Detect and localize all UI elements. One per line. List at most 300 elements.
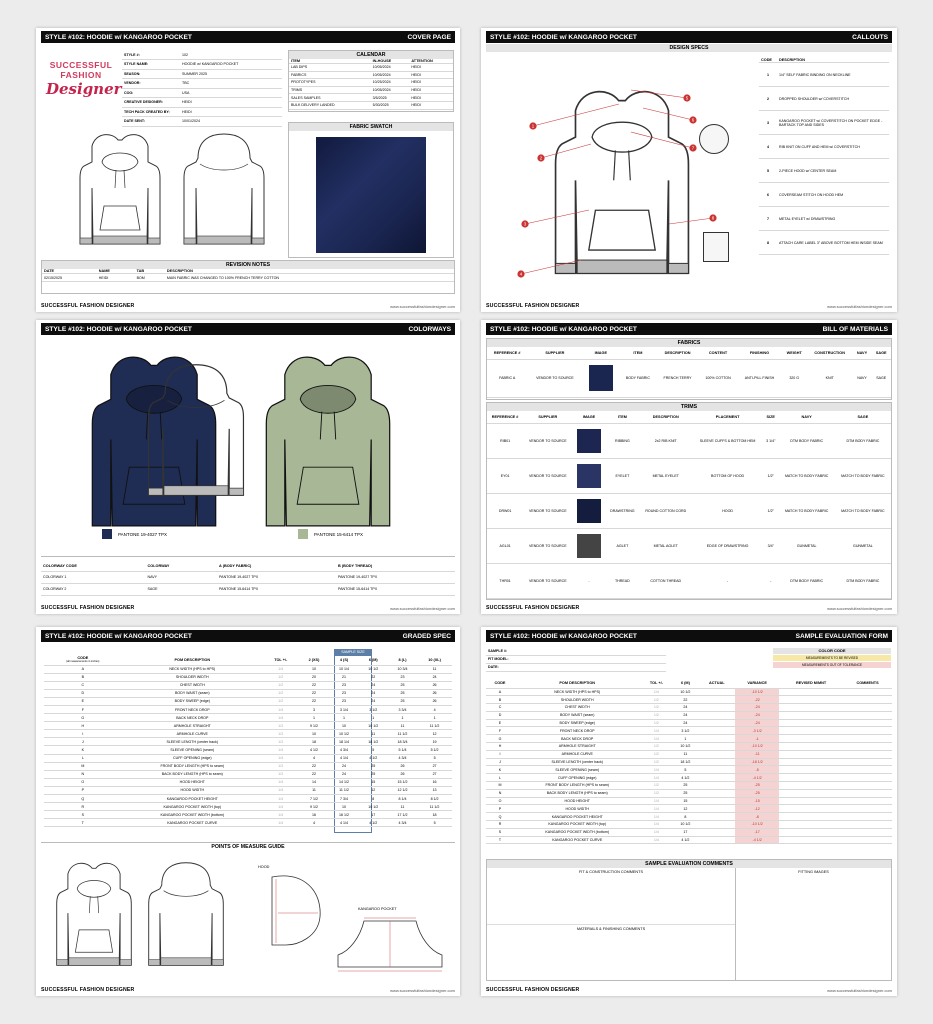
actual-input <box>698 789 735 797</box>
trim-image <box>572 528 605 563</box>
table-cell: 11 <box>672 750 698 758</box>
table-cell: -24 <box>735 719 779 727</box>
table-cell: KANGAROO POCKET w/ COVERSTITCH ON POCKET EDGE - BARTACK TOP AND SIDES <box>777 111 889 135</box>
table-cell: VENDOR TO SOURCE <box>527 359 582 397</box>
code-subtitle: (all measurements in inches) <box>66 660 100 664</box>
table-cell: 9 1/2 <box>299 803 330 811</box>
table-cell: HEIDI <box>409 64 453 72</box>
table-cell: FRONT NECK DROP <box>514 727 640 735</box>
column-header: POM DESCRIPTION <box>514 679 640 688</box>
trim-thumb <box>577 429 601 453</box>
column-header: DESCRIPTION <box>777 58 889 63</box>
table-cell: 1/4 <box>640 813 672 821</box>
column-header: IMAGE <box>572 411 605 423</box>
table-cell: 25 <box>672 782 698 790</box>
column-header: CONTENT <box>699 347 738 359</box>
column-header: DESCRIPTION <box>165 269 454 274</box>
page-header: STYLE #102: HOODIE w/ KANGAROO POCKET BILL OF MATERIALS <box>486 323 892 335</box>
table-cell: 4 1/4 <box>329 754 358 762</box>
table-cell: 22 <box>299 689 330 697</box>
table-cell: KANGAROO POCKET CURVE <box>122 819 263 827</box>
table-cell: HEIDI <box>180 98 282 108</box>
table-cell: RIB01 <box>487 423 523 458</box>
table-cell: 15 1/2 <box>388 778 417 786</box>
table-cell: C <box>486 704 514 712</box>
table-cell: 1/4 <box>640 828 672 836</box>
table-row <box>41 583 455 595</box>
table-cell: 1 <box>759 63 777 87</box>
table-cell: J <box>44 738 122 746</box>
table-row <box>487 493 891 528</box>
table-row <box>44 778 452 786</box>
table-cell: 8 <box>359 795 388 803</box>
table-cell <box>779 813 843 821</box>
table-cell <box>779 836 843 844</box>
table-cell: 1/2" <box>763 493 779 528</box>
table-cell: 11 <box>388 722 417 730</box>
table-row <box>486 758 892 766</box>
table-row <box>486 821 892 829</box>
table-row <box>44 673 452 681</box>
sage-hoodie <box>258 350 398 532</box>
table-row <box>44 681 452 689</box>
fabric-swatch <box>316 137 426 253</box>
table-cell: KANGAROO POCKET HEIGHT <box>514 813 640 821</box>
table-cell: FABRIC A <box>487 359 527 397</box>
table-cell: BOTTOM OF HOOD <box>692 458 763 493</box>
trims-table: TRIMS REFERENCE # SUPPLIER IMAGE ITEM DESCRIPTION PLACEMENT SIZE NAVY SAGE RIB01 VENDOR TO SOURCE RIBBING 2x2 RIB KNIT SLEEVE CUFFS & BOTTOM HEM 3 1/4" DTM BODY FABRIC DTM BODY FABRIC EY01 VENDOR TO SOURCE EYELET METAL EYELET BOTTOM OF HOOD 1/2" MATCH TO BODY FABRIC MATCH TO BODY FABRIC DRW01 VENDOR TO SOURCE DRAWSTRING ROUND COTTON CORD HOOD 1/2" MATCH TO BODY FABRIC MATCH TO BODY FABRIC AGL01 VENDOR TO SOURCE AGLET METAL AGLET EDGE OF DRAWSTRING 3/4" GUNMETAL GUNMETAL THR01 VENDOR TO SOURCE - THREAD COTTON THREAD - - DTM BODY FABRIC DTM BODY FABRIC <box>486 402 892 600</box>
style-info <box>122 50 282 134</box>
table-cell: Q <box>486 813 514 821</box>
table-cell: K <box>44 746 122 754</box>
table-cell: 5 1/4 <box>388 746 417 754</box>
actual-input <box>698 782 735 790</box>
table-cell: E <box>44 697 122 705</box>
table-cell <box>843 797 892 805</box>
table-cell: COLORWAY 1 <box>41 571 146 583</box>
table-row <box>44 795 452 803</box>
table-cell <box>779 805 843 813</box>
table-cell: SHOULDER WIDTH <box>514 696 640 704</box>
table-cell: DATE: <box>486 663 516 671</box>
table-cell: BOM <box>135 274 165 282</box>
table-cell <box>843 688 892 696</box>
table-cell: PANTONE 15-6414 TPX <box>217 583 336 595</box>
table-row <box>486 663 666 671</box>
table-cell: KANGAROO POCKET CURVE <box>514 836 640 844</box>
table-cell: STYLE NAME: <box>122 60 180 70</box>
table-cell: CHEST WIDTH <box>122 681 263 689</box>
page-header: STYLE #102: HOODIE w/ KANGAROO POCKET CALLOUTS <box>486 31 892 43</box>
table-cell <box>779 766 843 774</box>
table-cell: G <box>486 735 514 743</box>
table-cell: HEIDI <box>97 274 135 282</box>
column-header: SIZE <box>763 411 779 423</box>
table-cell: 1/4 <box>263 803 299 811</box>
table-cell: DTM BODY FABRIC <box>835 563 891 598</box>
table-cell: 1/4 <box>263 754 299 762</box>
table-cell: VENDOR TO SOURCE <box>523 563 572 598</box>
table-cell: 25 <box>672 789 698 797</box>
page-footer: SUCCESSFUL FASHION DESIGNER www.successfulfashiondesigner.com <box>41 303 455 309</box>
table-row <box>122 107 282 117</box>
table-cell <box>779 782 843 790</box>
table-cell: 18 <box>299 738 330 746</box>
table-cell: 18 3/4 <box>388 738 417 746</box>
table-cell: T <box>44 819 122 827</box>
table-row <box>44 714 452 722</box>
page-header: STYLE #102: HOODIE w/ KANGAROO POCKET SAMPLE EVALUATION FORM <box>486 630 892 642</box>
table-row <box>486 727 892 735</box>
table-row <box>486 719 892 727</box>
table-cell <box>843 750 892 758</box>
column-header: COLORWAY CODE <box>41 561 146 571</box>
table-cell: 27 <box>417 762 452 770</box>
table-cell: CREATIVE DESIGNER: <box>122 98 180 108</box>
table-cell: I <box>486 750 514 758</box>
column-header: COLORWAY <box>146 561 218 571</box>
table-cell: 10/05/2024 <box>371 64 410 72</box>
table-cell: FRENCH TERRY <box>656 359 698 397</box>
table-cell: -25 <box>735 789 779 797</box>
table-cell: 10 1/2 <box>359 665 388 673</box>
table-cell: 5/30/2025 <box>371 101 410 109</box>
table-row <box>289 71 453 79</box>
table-row <box>486 797 892 805</box>
column-header: 6 (M) <box>672 679 698 688</box>
table-cell: 10 <box>329 803 358 811</box>
table-cell: BODY SWEEP (edge) <box>122 697 263 705</box>
page-header: STYLE #102: HOODIE w/ KANGAROO POCKET COLORWAYS <box>41 323 455 335</box>
table-cell <box>516 655 666 663</box>
table-cell: -3 1/2 <box>735 727 779 735</box>
table-cell: SLEEVE OPENING (seam) <box>122 746 263 754</box>
table-cell: 100% COTTON <box>699 359 738 397</box>
table-cell: COVERSEAM STITCH ON HOOD HEM <box>777 183 889 207</box>
table-cell: TBC <box>180 79 282 89</box>
column-header: TAB <box>135 269 165 274</box>
table-cell: STYLE #: <box>122 50 180 60</box>
page-footer: SUCCESSFUL FASHION DESIGNER www.successfulfashiondesigner.com <box>41 605 455 611</box>
bom-page <box>481 320 897 614</box>
table-cell: 1/2 <box>640 711 672 719</box>
table-cell: VENDOR TO SOURCE <box>523 493 572 528</box>
table-cell: KANGAROO POCKET HEIGHT <box>122 795 263 803</box>
table-cell: 12 1/2 <box>388 786 417 794</box>
table-cell: LAB DIPS <box>289 64 371 72</box>
table-cell: 1/4 <box>263 795 299 803</box>
table-cell: 1/4 <box>263 746 299 754</box>
sage-pantone: PANTONE 15-6414 TPX <box>314 532 364 537</box>
table-cell: BODY WAIST (seam) <box>122 689 263 697</box>
table-row <box>44 705 452 713</box>
table-cell <box>843 735 892 743</box>
column-header: 10 (XL) <box>417 655 452 665</box>
table-row <box>759 87 889 111</box>
column-header: ITEM <box>606 411 640 423</box>
table-cell: ARMHOLE CURVE <box>122 730 263 738</box>
table-cell: 1/2 <box>640 704 672 712</box>
table-cell: 12 <box>417 730 452 738</box>
table-cell: - <box>692 563 763 598</box>
table-cell <box>843 719 892 727</box>
table-cell: RIBBING <box>606 423 640 458</box>
table-row <box>122 98 282 108</box>
table-cell: 1 <box>417 714 452 722</box>
table-cell <box>779 719 843 727</box>
table-row <box>759 159 889 183</box>
table-cell: 1/2 <box>640 789 672 797</box>
table-cell: 25 <box>359 770 388 778</box>
table-cell: 1/2 <box>640 696 672 704</box>
actual-input <box>698 719 735 727</box>
table-cell: SAGE <box>871 359 891 397</box>
table-row <box>122 50 282 60</box>
table-cell: 16 1/2 <box>329 811 358 819</box>
table-cell: 10 1/2 <box>672 688 698 696</box>
table-cell: 1/4 <box>640 805 672 813</box>
column-header: DATE <box>42 269 97 274</box>
table-cell: 2 <box>759 87 777 111</box>
table-cell: SEASON: <box>122 69 180 79</box>
table-cell: 24 <box>359 689 388 697</box>
table-row <box>486 743 892 751</box>
table-cell: S <box>44 811 122 819</box>
table-cell: 4 1/2 <box>672 774 698 782</box>
table-cell: 8 1/4 <box>388 795 417 803</box>
table-cell: 1/2 <box>263 722 299 730</box>
table-cell: CUFF OPENING (edge) <box>122 754 263 762</box>
table-row <box>486 655 666 663</box>
table-cell: 10 1/4 <box>329 665 358 673</box>
table-cell: 27 <box>417 770 452 778</box>
design-specs-title: DESIGN SPECS <box>486 44 892 52</box>
table-cell: SAGE <box>146 583 218 595</box>
table-cell: 7 3/4 <box>329 795 358 803</box>
column-header: COMMENTS <box>843 679 892 688</box>
table-row <box>122 117 282 127</box>
actual-input <box>698 696 735 704</box>
table-cell: -15 <box>735 797 779 805</box>
actual-input <box>698 743 735 751</box>
column-header: IMAGE <box>582 347 619 359</box>
table-cell: 1/2 <box>263 738 299 746</box>
column-header: POM DESCRIPTION <box>122 655 263 665</box>
table-cell: 11 <box>388 803 417 811</box>
table-cell: 7 <box>759 207 777 231</box>
table-cell: -10 1/2 <box>735 688 779 696</box>
table-cell <box>843 836 892 844</box>
table-cell: 26 <box>417 689 452 697</box>
table-cell: P <box>44 786 122 794</box>
table-cell: VENDOR TO SOURCE <box>523 423 572 458</box>
table-row <box>486 828 892 836</box>
table-cell: N <box>486 789 514 797</box>
table-cell: HOOD WIDTH <box>514 805 640 813</box>
table-cell: DRAWSTRING <box>606 493 640 528</box>
column-header: IN-HOUSE <box>371 59 410 64</box>
table-cell: 5 <box>672 766 698 774</box>
column-header: NAVY <box>853 347 872 359</box>
table-cell: BACK NECK DROP <box>122 714 263 722</box>
table-cell: 10 1/2 <box>672 743 698 751</box>
table-cell <box>843 828 892 836</box>
table-cell: SUMMER 2025 <box>180 69 282 79</box>
table-cell: 13 <box>417 786 452 794</box>
table-cell: 10 <box>329 722 358 730</box>
table-cell: 1/4 <box>640 688 672 696</box>
table-cell: HEIDI <box>409 71 453 79</box>
sage-chip <box>298 529 308 539</box>
table-row <box>122 79 282 89</box>
navy-pantone: PANTONE 19-4027 TPX <box>118 532 168 537</box>
table-cell: 23 <box>329 697 358 705</box>
table-row <box>122 60 282 70</box>
table-cell: -24 <box>735 704 779 712</box>
legend-out-of-tolerance: MEASUREMENTS OUT OF TOLERANCE <box>773 662 891 668</box>
column-header: ITEM <box>619 347 656 359</box>
navy-chip <box>102 529 112 539</box>
table-cell: 1 <box>359 714 388 722</box>
style-title: STYLE #102: HOODIE w/ KANGAROO POCKET <box>45 33 192 41</box>
table-cell: 4 1/2 <box>359 754 388 762</box>
table-cell: 10/05/2024 <box>371 71 410 79</box>
table-cell: 102 <box>180 50 282 60</box>
table-cell: G <box>44 714 122 722</box>
table-cell: D <box>44 689 122 697</box>
table-cell: HEIDI <box>180 107 282 117</box>
column-header: CODE <box>486 679 514 688</box>
table-cell: 1 <box>299 714 330 722</box>
table-cell <box>843 782 892 790</box>
table-cell: 25 <box>388 689 417 697</box>
callout-number: 5 <box>685 95 689 101</box>
table-header-row <box>41 561 455 571</box>
table-cell: HOOD HEIGHT <box>514 797 640 805</box>
sample-evaluation-page <box>481 627 897 996</box>
table-cell: 3 3/4 <box>388 705 417 713</box>
table-cell: ATTACH CARE LABEL 3" ABOVE BOTTOM HEM INSIDE SEAM <box>777 231 889 255</box>
table-cell: 26 <box>417 681 452 689</box>
table-row <box>122 69 282 79</box>
table-cell: 1/4 <box>640 735 672 743</box>
table-row <box>486 813 892 821</box>
table-cell: 1/4 <box>640 836 672 844</box>
table-cell: -22 <box>735 696 779 704</box>
table-cell: 1/2 <box>263 762 299 770</box>
fitting-images-label: FITTING IMAGES <box>798 870 829 874</box>
table-cell: 23 <box>388 673 417 681</box>
table-cell: P <box>486 805 514 813</box>
table-cell: RIB KNIT ON CUFF AND HEM w/ COVERSTITCH <box>777 135 889 159</box>
column-header: A (BODY FABRIC) <box>217 561 336 571</box>
table-row <box>486 774 892 782</box>
actual-input <box>698 766 735 774</box>
table-cell: H <box>44 722 122 730</box>
actual-input <box>698 735 735 743</box>
table-cell: SAMPLE #: <box>486 647 516 655</box>
table-cell: KNIT <box>807 359 853 397</box>
table-row <box>289 79 453 87</box>
table-cell: DTM BODY FABRIC <box>779 563 835 598</box>
table-cell: 14 1/2 <box>329 778 358 786</box>
table-row <box>41 571 455 583</box>
table-cell: -10 1/2 <box>735 821 779 829</box>
table-cell: MATCH TO BODY FABRIC <box>835 493 891 528</box>
table-cell: METAL EYELET w/ DRAWSTRING <box>777 207 889 231</box>
table-cell: 10 1/2 <box>359 803 388 811</box>
column-header: CONSTRUCTION <box>807 347 853 359</box>
callout-leader <box>525 210 589 224</box>
table-cell: 15 <box>672 797 698 805</box>
table-cell: 24 <box>359 697 388 705</box>
table-row <box>487 563 891 598</box>
callouts-page <box>481 28 897 312</box>
colorways-page <box>36 320 460 614</box>
table-cell <box>779 828 843 836</box>
trim-image <box>572 423 605 458</box>
table-cell: AGLET <box>606 528 640 563</box>
table-cell <box>843 766 892 774</box>
colorway-table <box>41 556 455 600</box>
table-cell <box>843 789 892 797</box>
table-cell: -4 1/2 <box>735 774 779 782</box>
column-header: 4 (S) <box>329 655 358 665</box>
table-cell: HEIDI <box>409 101 453 109</box>
column-header: FINISHING <box>737 347 781 359</box>
table-cell: N <box>44 770 122 778</box>
table-cell: 22 <box>359 673 388 681</box>
table-row <box>486 750 892 758</box>
table-cell: 24 <box>417 673 452 681</box>
table-cell: 17 <box>672 828 698 836</box>
table-cell: 3 1/4 <box>329 705 358 713</box>
front-sketch <box>72 130 168 248</box>
pocket-diagram <box>334 915 446 975</box>
table-cell: THREAD <box>606 563 640 598</box>
table-row <box>44 722 452 730</box>
table-cell: 5 <box>359 746 388 754</box>
table-row <box>44 665 452 673</box>
table-row <box>44 803 452 811</box>
table-cell: 21 <box>329 673 358 681</box>
table-cell: 9 1/2 <box>299 722 330 730</box>
table-cell: 12 <box>672 805 698 813</box>
table-cell: 1/2 <box>640 743 672 751</box>
table-cell: COTTON THREAD <box>639 563 692 598</box>
table-cell <box>843 743 892 751</box>
table-cell: METAL AGLET <box>639 528 692 563</box>
column-header: SUPPLIER <box>523 411 572 423</box>
table-cell: NAVY <box>146 571 218 583</box>
table-cell: 11 1/2 <box>417 722 452 730</box>
callout-number: 7 <box>691 145 695 151</box>
table-cell: 1 <box>329 714 358 722</box>
table-cell: -25 <box>735 782 779 790</box>
table-row <box>486 711 892 719</box>
table-cell: 26 <box>388 770 417 778</box>
fabrics-table: FABRICS REFERENCE # SUPPLIER IMAGE ITEM DESCRIPTION CONTENT FINISHING WEIGHT CONSTRUCTION NAVY SAGE FABRIC A VENDOR TO SOURCE BODY FABRIC FRENCH TERRY 100% COTTON ANTI-PILL FINISH 320 G KNIT NAVY SAGE <box>486 338 892 400</box>
table-cell: 4 3/4 <box>329 746 358 754</box>
table-cell: TRIMS <box>289 86 371 94</box>
table-cell: 25 <box>388 681 417 689</box>
table-row <box>289 86 453 94</box>
hood-diagram <box>264 871 326 951</box>
table-row <box>759 231 889 255</box>
table-cell <box>516 647 666 655</box>
pocket-label: KANGAROO POCKET <box>358 907 397 911</box>
table-cell: O <box>486 797 514 805</box>
